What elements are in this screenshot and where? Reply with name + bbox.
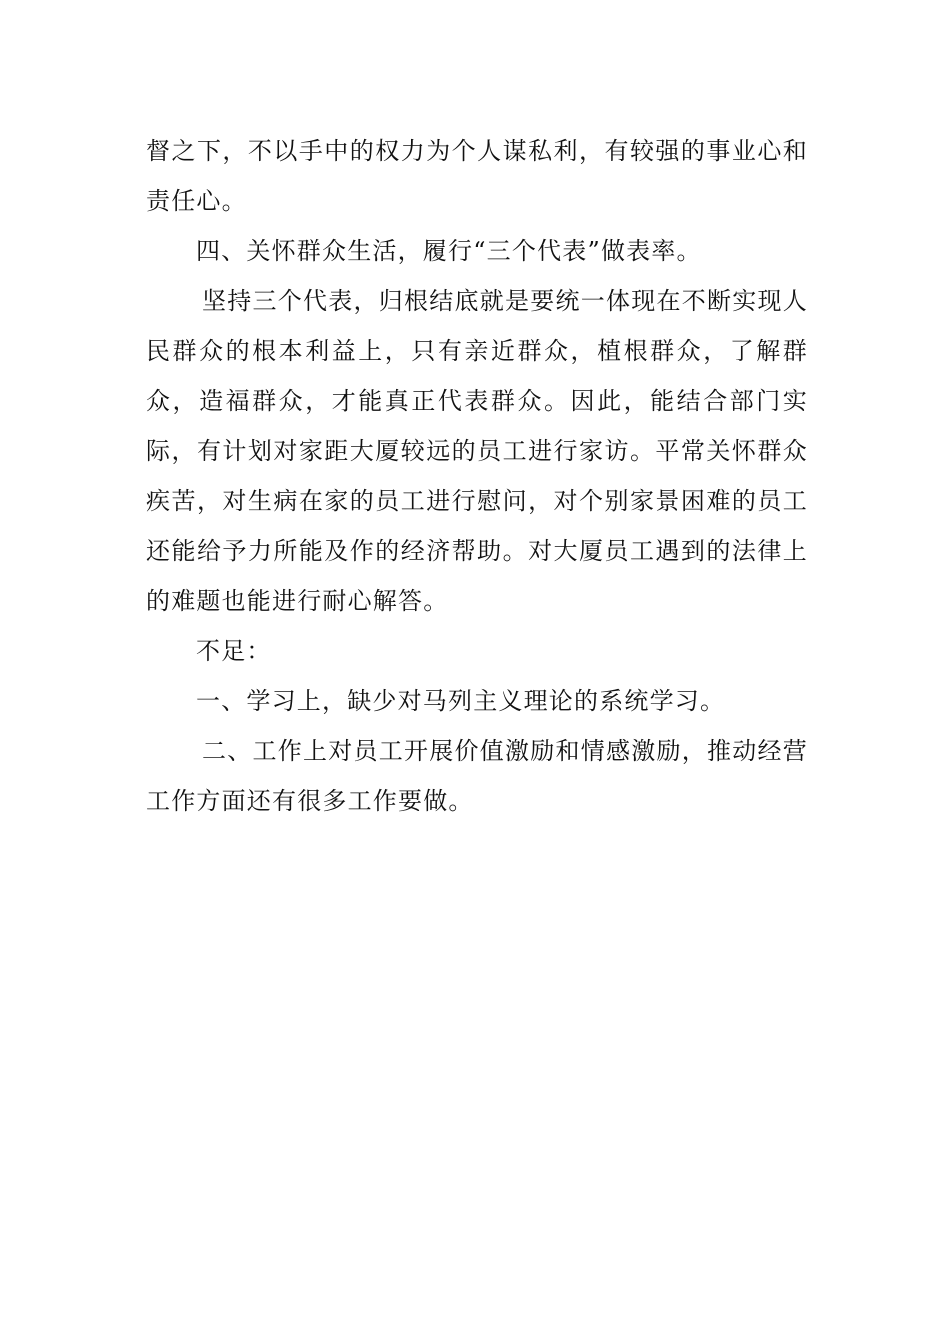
paragraph-continued: 督之下，不以手中的权力为个人谋私利，有较强的事业心和责任心。 — [146, 137, 808, 215]
shortcoming-item-two: 二、工作上对员工开展价值激励和情感激励，推动经营工作方面还有很多工作要做。 — [146, 737, 808, 815]
paragraph-three-represents: 坚持三个代表，归根结底就是要统一体现在不断实现人民群众的根本利益上，只有亲近群众，植根群众，了解群众，造福群众，才能真正代表群众。因此，能结合部门实际，有计划对家距大厦较远的员工进行家访。平常关怀群众疾苦，对生病在家的员工进行慰问，对个别家景困难的员工还能给予力所能及作的经济帮助。对大厦员工遇到的法律上的难题也能进行耐心解答。 — [146, 287, 808, 615]
shortcomings-heading: 不足： — [196, 637, 272, 665]
document-body — [146, 126, 808, 826]
shortcoming-item-one: 一、学习上，缺少对马列主义理论的系统学习。 — [196, 687, 726, 715]
section-heading-four: 四、关怀群众生活，履行“三个代表”做表率。 — [196, 237, 702, 265]
